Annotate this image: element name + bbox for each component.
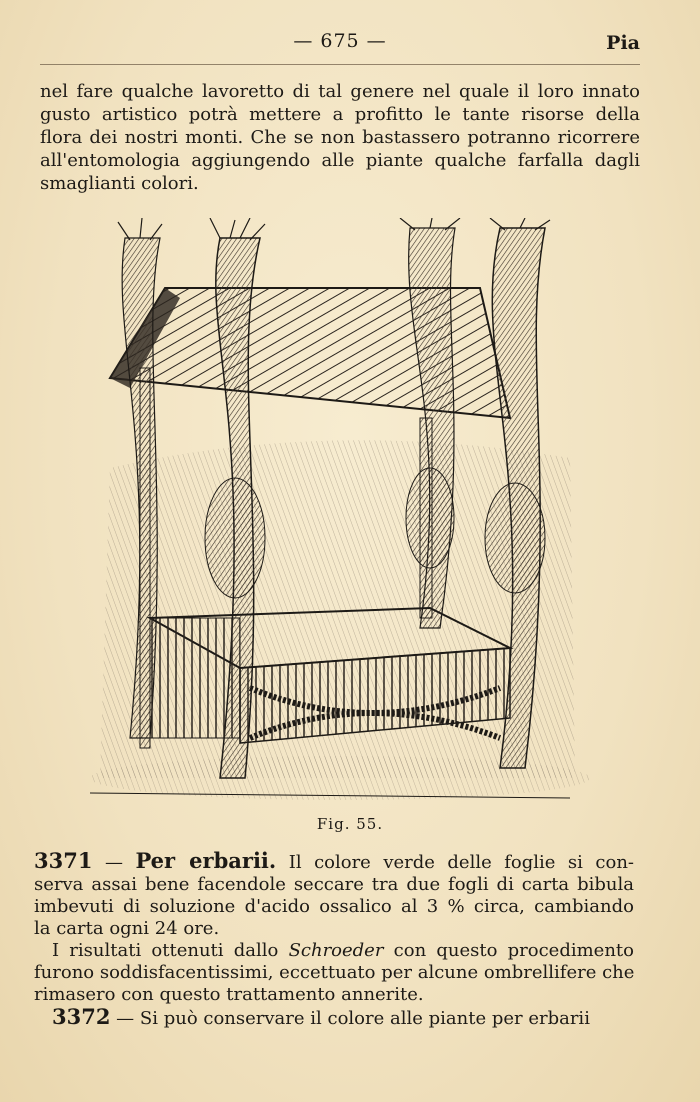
- text-line: gusto artistico potrà mettere a profitto le tante risorse della: [40, 104, 640, 125]
- canopy-bed-engraving: [70, 218, 590, 808]
- paragraph-number: 3372: [52, 1004, 111, 1029]
- header-rule: [40, 64, 640, 65]
- paragraph-number: 3371: [34, 848, 93, 873]
- page-header: [40, 30, 640, 60]
- intro-paragraph: [40, 80, 640, 195]
- text-fragment: con questo procedimento: [383, 940, 634, 961]
- text-line: smaglianti colori.: [40, 173, 199, 194]
- author-name: Schroeder: [288, 940, 384, 961]
- text-fragment: — Si può conservare il colore alle piante per erbarii: [110, 1008, 590, 1029]
- section-3371: [34, 850, 634, 1030]
- text-line: furono soddisfacentissimi, eccettuato per alcune ombrellifere che: [34, 962, 635, 983]
- figure-caption: Fig. 55.: [316, 815, 384, 833]
- dash: —: [92, 852, 136, 873]
- text-line: nel fare qualche lavoretto di tal genere nel quale il loro innato: [40, 81, 640, 102]
- text-line: la carta ogni 24 ore.: [34, 918, 220, 939]
- figure-illustration: [70, 218, 590, 808]
- section-3372-line: [34, 1006, 634, 1030]
- page-number: — 675 —: [293, 30, 387, 52]
- text-line: [34, 940, 634, 962]
- text-line: all'entomologia aggiungendo alle piante qualche farfalla dagli: [40, 150, 640, 171]
- section-first-line: [34, 850, 634, 874]
- text-fragment: Il colore verde delle foglie si con-: [276, 852, 634, 873]
- running-head: Pia: [606, 32, 640, 54]
- text-line: serva assai bene facendole seccare tra due fogli di carta bibula: [34, 874, 634, 895]
- text-line: imbevuti di soluzione d'acido ossalico al 3 % circa, cambiando: [34, 896, 634, 917]
- paragraph-title: Per erbarii.: [135, 848, 277, 873]
- text-line: flora dei nostri monti. Che se non bastassero potranno ricorrere: [40, 127, 640, 148]
- text-fragment: I risultati ottenuti dallo: [52, 940, 289, 961]
- text-line: rimasero con questo trattamento annerite.: [34, 984, 424, 1005]
